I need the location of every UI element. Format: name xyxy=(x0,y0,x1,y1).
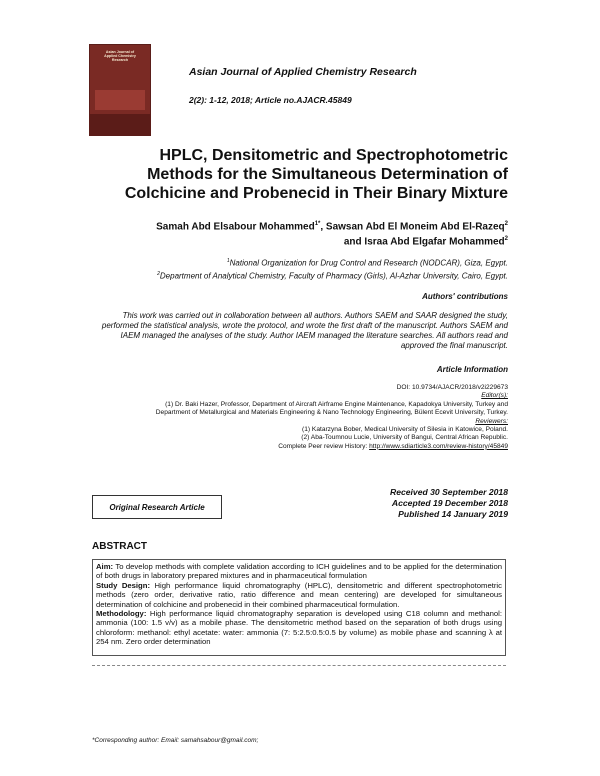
reviewers-label: Reviewers: xyxy=(475,417,508,425)
doi: DOI: 10.9734/AJACR/2018/v2i229673 xyxy=(396,384,508,391)
author-1: Samah Abd Elsabour Mohammed xyxy=(156,221,315,233)
received-date: Received 30 September 2018 xyxy=(390,487,508,497)
reviewer-2: (2) Aba-Toumnou Lucie, University of Bangui, Central African Republic. xyxy=(301,434,508,442)
published-date: Published 14 January 2019 xyxy=(398,509,508,519)
abstract-aim: Aim: To develop methods with complete validation according to ICH guidelines and to be applied for the determination of both drugs in laboratory prepared mixtures and in pharmaceutical formulation xyxy=(96,562,502,581)
accepted-date: Accepted 19 December 2018 xyxy=(391,498,508,508)
paper-title: HPLC, Densitometric and Spectrophotometric Methods for the Simultaneous Determination of Colchicine and Probenecid in Their Binary Mixture xyxy=(124,147,508,202)
review-history: Complete Peer review History: http://www.sdiarticle3.com/review-history/45849 xyxy=(278,442,508,450)
affiliation-1: $^1$National Organization for Drug Control and Research (NODCAR), Giza, Egypt. xyxy=(226,258,508,268)
editors-label: Editor(s): xyxy=(481,392,508,400)
author-2: , Sawsan Abd El Moneim Abd El-Razeq xyxy=(320,221,505,233)
article-dates xyxy=(390,487,508,520)
abstract-methodology: Methodology: High performance liquid chromatography separation is developed using C18 column and methanol: ammonia (100: 1.5 v/v) as a mobile phase. The densitometric method based on the separation of both drugs using chloroform: methanol: ethyl acetate: water: ammonia (7: 5:2.5:0.5:0.5 by volume) as mobile phase and scanning λ at 254 nm. Zero order determination xyxy=(96,609,502,647)
affiliations xyxy=(157,256,508,281)
editor-1-affiliation: Department of Metallurgical and Materials Engineering & Nano Technology Engineering, Bülent Ecevit University, Turkey. xyxy=(155,409,508,417)
cover-footer-band xyxy=(89,114,151,136)
corresponding-author-footnote: *Corresponding author: Email: samahsabour@gmail.com; xyxy=(92,737,259,744)
contributions-text: This work was carried out in collaboration between all authors. Authors SAEM and SAAR designed the study, performed the statistical analysis, wrote the protocol, and wrote the first draft of the manuscript. Authors SAEM and IAEM managed the analyses of the study. Author IAEM managed the literature searches. All authors read and approved the final manuscript. xyxy=(101,311,508,350)
editor-1: (1) Dr. Baki Hazer, Professor, Department of Aircraft Airframe Engine Maintenance, Kapadokya University, Turkey and xyxy=(165,400,508,408)
article-type-badge: Original Research Article xyxy=(92,495,222,519)
affiliation-2: $^2$Department of Analytical Chemistry, Faculty of Pharmacy (Girls), Al-Azhar University, Cairo, Egypt. xyxy=(157,270,508,281)
author-3: and Israa Abd Elgafar Mohammed xyxy=(343,236,505,248)
volume-info: 2(2): 1-12, 2018; Article no.AJACR.45849 xyxy=(189,95,352,105)
article-info-heading: Article Information xyxy=(436,365,508,374)
reviewer-1: (1) Katarzyna Bober, Medical University of Silesia in Katowice, Poland. xyxy=(302,426,508,434)
journal-name: Asian Journal of Applied Chemistry Research xyxy=(189,66,417,78)
review-history-link[interactable]: http://www.sdiarticle3.com/review-history/45849 xyxy=(369,442,508,450)
journal-cover-image xyxy=(89,44,151,136)
abstract-heading: ABSTRACT xyxy=(92,541,147,552)
abstract-study-design: Study Design: High performance liquid chromatography (HPLC), densitometric and different spectrophotometric methods (zero order, derivative ratio, ratio difference and mean centering) are developed for simultaneous determination of colchicine and probenecid in their combined pharmaceutical formulation. xyxy=(96,580,502,609)
abstract-box xyxy=(92,559,506,656)
cover-decoration xyxy=(95,90,145,110)
article-info xyxy=(92,384,508,451)
contributions-heading: Authors' contributions xyxy=(422,292,508,301)
cover-title: Asian Journal of Applied Chemistry Research xyxy=(104,50,136,63)
author-list: Samah Abd Elsabour Mohammed$^{1*}$, Sawsan Abd El Moneim Abd El-Razeq$^2$ and Israa Abd Elgafar Mohammed$^2$ xyxy=(156,221,508,248)
footnote-divider xyxy=(92,665,506,666)
